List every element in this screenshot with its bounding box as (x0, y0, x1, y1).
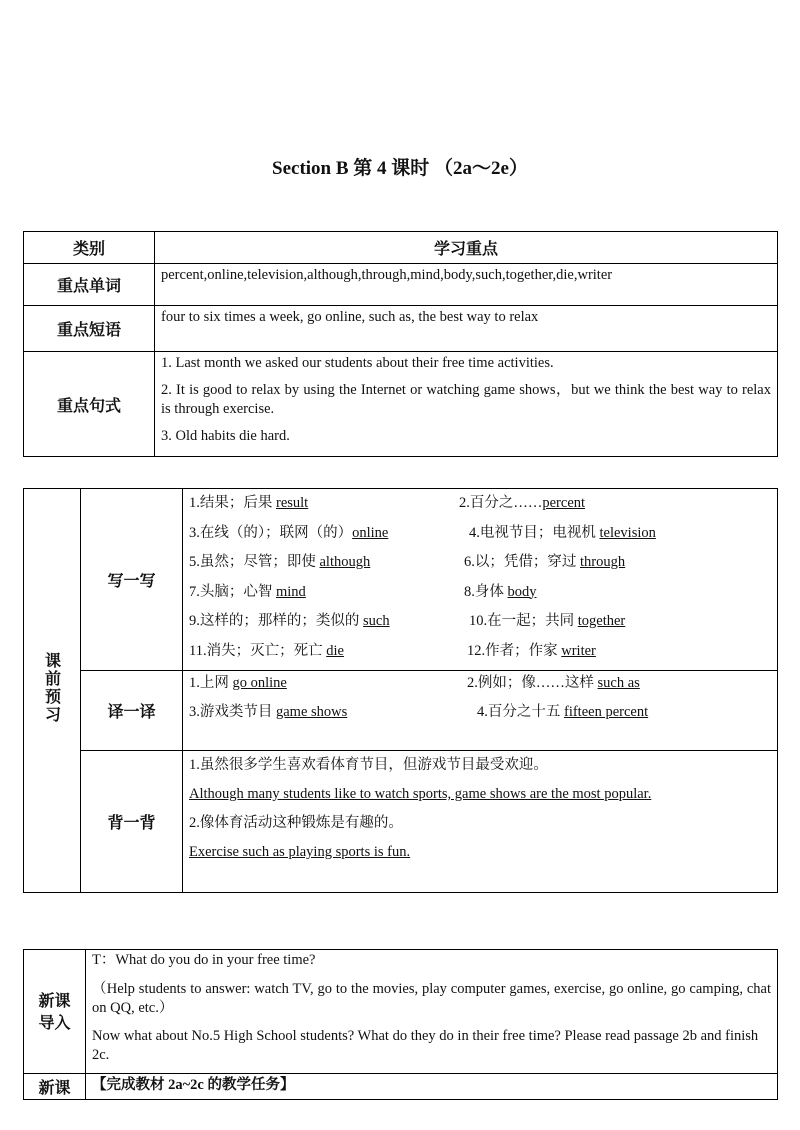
page-title: Section B 第 4 课时 （2a～2e） (272, 158, 528, 179)
translate-label: 译一译 (81, 671, 183, 751)
row-label-words: 重点单词 (24, 264, 155, 306)
intro-text: T：What do you do in your free time? （Help students to answer: watch TV, go to the movies, play computer games, exercise, go online, go camping, chat on QQ, etc.） Now what about No.5 High School students? What do they do in their free time? Please read passage 2b and finish 2c. (86, 950, 778, 1074)
write-items: 1.结果；后果 result 2.百分之……percent 3.在线（的）；联网（的）online 4.电视节目；电视机 television 5.虽然；尽管；即使 although 6.以；凭借；穿过 through 7.头脑；心智 mind 8.身体 body 9.这样的；那样的；类似的 such 10.在一起；共同 together 11.消失；灭亡；死亡 die 12.作者；作家 writer (183, 489, 778, 671)
translate-items: 1.上网 go online 2.例如；像……这样 such as 3.游戏类节目 game shows 4.百分之十五 fifteen percent (183, 671, 778, 751)
intro-label: 新课导入 (24, 950, 86, 1074)
header-category: 类别 (24, 232, 155, 264)
key-phrases: four to six times a week, go online, such as, the best way to relax (155, 306, 778, 352)
preview-table (23, 488, 778, 893)
lesson-table (23, 949, 778, 1100)
preview-side-label: 课前预习 (24, 489, 81, 893)
recite-items: 1.虽然很多学生喜欢看体育节目，但游戏节目最受欢迎。 Although many students like to watch sports, game shows are the most popular. 2.像体育活动这种锻炼是有趣的。 Exercise such as playing sports is fun. (183, 751, 778, 893)
row-label-phrases: 重点短语 (24, 306, 155, 352)
key-sentences: 1. Last month we asked our students about their free time activities. 2. It is good to relax by using the Internet or watching game shows，but we think the best way to relax is through exercise. 3. Old habits die hard. (155, 352, 778, 457)
focus-table (23, 231, 778, 457)
recite-label: 背一背 (81, 751, 183, 893)
new-lesson-task: 【完成教材 2a~2c 的教学任务】 (86, 1074, 778, 1100)
header-focus: 学习重点 (155, 232, 778, 264)
new-lesson-label: 新课 (24, 1074, 86, 1100)
write-label: 写一写 (81, 489, 183, 671)
key-words: percent,online,television,although,through,mind,body,such,together,die,writer (155, 264, 778, 306)
row-label-sentences: 重点句式 (24, 352, 155, 457)
